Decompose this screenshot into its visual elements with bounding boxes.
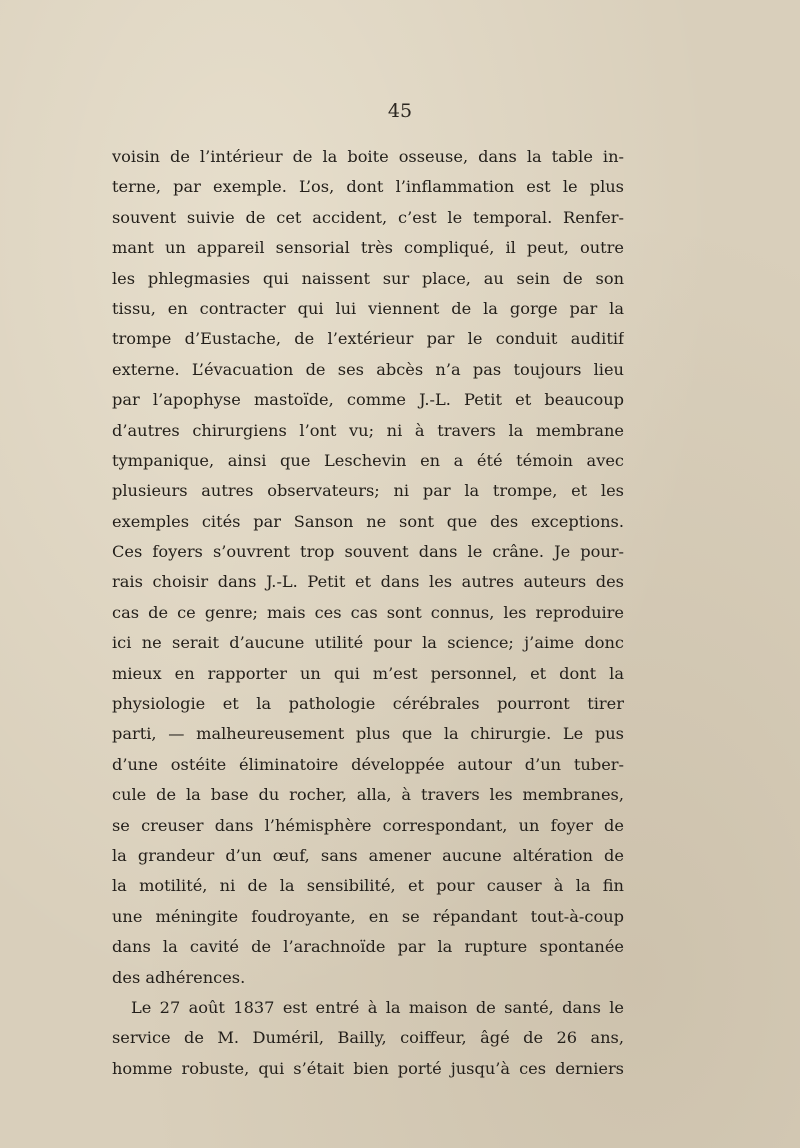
text-line: homme robuste, qui s’était bien porté jusqu’à ces derniers — [112, 1058, 624, 1078]
text-line: cas de ce genre; mais ces cas sont connus, les reproduire — [112, 602, 624, 622]
text-line: par l’apophyse mastoïde, comme J.-L. Petit et beaucoup — [112, 390, 624, 410]
text-line: dans la cavité de l’arachnoïde par la rupture spontanée — [112, 937, 624, 957]
text-line: rais choisir dans J.-L. Petit et dans les autres auteurs des — [112, 572, 624, 592]
text-line: d’autres chirurgiens l’ont vu; ni à travers la membrane — [112, 420, 624, 440]
text-line: cule de la base du rocher, alla, à travers les membranes, — [112, 785, 624, 805]
text-line: les phlegmasies qui naissent sur place, au sein de son — [112, 268, 624, 288]
text-line: ici ne serait d’aucune utilité pour la science; j’aime donc — [112, 633, 624, 653]
text-line: mieux en rapporter un qui m’est personnel, et dont la — [112, 663, 624, 683]
text-line: mant un appareil sensorial très compliqué, il peut, outre — [112, 238, 624, 258]
text-line: externe. L’évacuation de ses abcès n’a pas toujours lieu — [112, 359, 624, 379]
text-line: trompe d’Eustache, de l’extérieur par le conduit auditif — [112, 329, 624, 349]
text-line: physiologie et la pathologie cérébrales pourront tirer — [112, 694, 624, 714]
text-line: se creuser dans l’hémisphère correspondant, un foyer de — [112, 815, 624, 835]
text-line: tympanique, ainsi que Leschevin en a été témoin avec — [112, 450, 624, 470]
text-line: parti, — malheureusement plus que la chirurgie. Le pus — [112, 724, 624, 744]
paragraph-end-line: des adhérences. — [112, 967, 246, 987]
text-line: d’une ostéite éliminatoire développée autour d’un tuber- — [112, 754, 624, 774]
text-line: Ces foyers s’ouvrent trop souvent dans le crâne. Je pour- — [112, 542, 624, 562]
text-line: plusieurs autres observateurs; ni par la trompe, et les — [112, 481, 624, 501]
text-line: tissu, en contracter qui lui viennent de la gorge par la — [112, 298, 624, 318]
text-line: service de M. Duméril, Bailly, coiffeur, âgé de 26 ans, — [112, 1028, 624, 1048]
text-line: souvent suivie de cet accident, c’est le temporal. Renfer- — [112, 207, 624, 227]
body-text — [112, 142, 624, 1084]
text-line: la motilité, ni de la sensibilité, et pour causer à la fin — [112, 876, 624, 896]
text-line: terne, par exemple. L’os, dont l’inflammation est le plus — [112, 177, 624, 197]
paragraph-start-line: Le 27 août 1837 est entré à la maison de santé, dans le — [131, 997, 624, 1017]
text-line: exemples cités par Sanson ne sont que des exceptions. — [112, 511, 624, 531]
text-line: une méningite foudroyante, en se répandant tout-à-coup — [112, 906, 624, 926]
text-line: la grandeur d’un œuf, sans amener aucune altération de — [112, 845, 624, 865]
text-line: voisin de l’intérieur de la boite osseuse, dans la table in- — [112, 147, 624, 166]
page-number: 45 — [387, 100, 413, 122]
